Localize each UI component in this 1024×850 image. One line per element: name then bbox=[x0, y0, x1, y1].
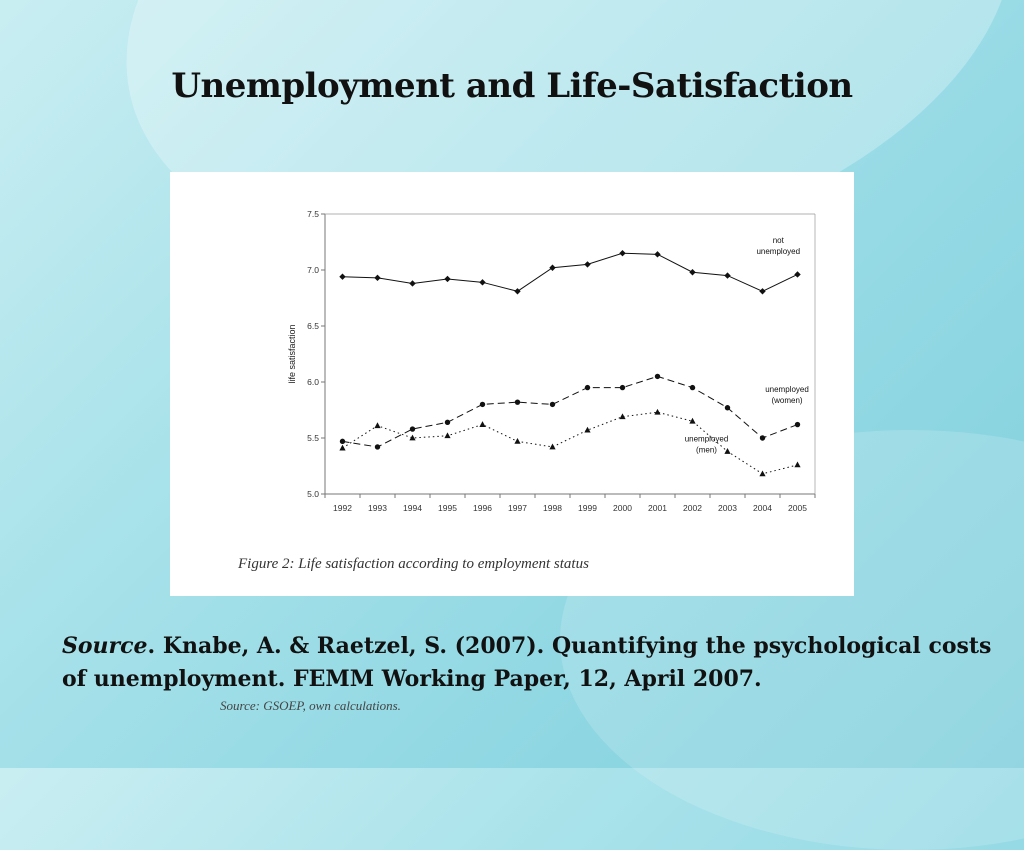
data-point bbox=[340, 439, 345, 444]
data-point bbox=[479, 279, 485, 285]
y-tick-label: 5.5 bbox=[307, 433, 319, 443]
citation-lead: Source bbox=[62, 633, 148, 659]
x-tick-label: 2000 bbox=[613, 503, 632, 513]
series-label-0: not bbox=[772, 236, 784, 246]
data-point bbox=[549, 444, 555, 450]
data-point bbox=[689, 269, 695, 275]
data-point bbox=[549, 265, 555, 271]
x-tick-label: 1994 bbox=[403, 503, 422, 513]
data-point bbox=[374, 275, 380, 281]
citation-body: . Knabe, A. & Raetzel, S. (2007). Quantifying the psychological costs of unemployment. FEMM Working Paper, 12, April 2007. bbox=[62, 633, 992, 692]
data-point bbox=[409, 435, 415, 441]
data-point bbox=[724, 272, 730, 278]
x-tick-label: 2001 bbox=[648, 503, 667, 513]
data-point bbox=[654, 409, 660, 415]
x-tick-label: 1999 bbox=[578, 503, 597, 513]
life-satisfaction-chart bbox=[170, 172, 854, 596]
data-point bbox=[515, 399, 520, 404]
x-tick-label: 2004 bbox=[753, 503, 772, 513]
series-label-1: (women) bbox=[771, 396, 803, 406]
data-point bbox=[759, 288, 765, 294]
data-point bbox=[619, 413, 625, 419]
data-point bbox=[375, 444, 380, 449]
series-label-1: unemployed bbox=[765, 385, 809, 395]
series-line-0 bbox=[343, 253, 798, 291]
x-tick-label: 1998 bbox=[543, 503, 562, 513]
citation-text bbox=[62, 630, 992, 696]
y-tick-label: 6.5 bbox=[307, 321, 319, 331]
data-point bbox=[585, 385, 590, 390]
data-point bbox=[339, 274, 345, 280]
x-tick-label: 2003 bbox=[718, 503, 737, 513]
series-line-2 bbox=[343, 412, 798, 474]
data-point bbox=[584, 261, 590, 267]
data-point bbox=[479, 421, 485, 427]
data-point bbox=[795, 422, 800, 427]
data-point bbox=[514, 288, 520, 294]
data-point bbox=[620, 385, 625, 390]
data-point bbox=[654, 251, 660, 257]
data-point bbox=[794, 461, 800, 467]
data-point bbox=[374, 422, 380, 428]
data-point bbox=[480, 402, 485, 407]
x-tick-label: 1996 bbox=[473, 503, 492, 513]
data-point bbox=[444, 276, 450, 282]
data-point bbox=[410, 426, 415, 431]
x-tick-label: 2002 bbox=[683, 503, 702, 513]
data-point bbox=[655, 374, 660, 379]
x-tick-label: 1995 bbox=[438, 503, 457, 513]
data-point bbox=[690, 385, 695, 390]
x-tick-label: 1992 bbox=[333, 503, 352, 513]
y-tick-label: 5.0 bbox=[307, 489, 319, 499]
y-tick-label: 6.0 bbox=[307, 377, 319, 387]
slide-title: Unemployment and Life-Satisfaction bbox=[171, 66, 853, 106]
figure-caption: Figure 2: Life satisfaction according to employment status bbox=[238, 556, 589, 572]
series-label-2: unemployed bbox=[684, 434, 729, 444]
data-point bbox=[339, 445, 345, 451]
data-point bbox=[409, 280, 415, 286]
data-point bbox=[759, 470, 765, 476]
data-point bbox=[514, 438, 520, 444]
data-point bbox=[619, 250, 625, 256]
y-axis-title: life satisfaction bbox=[287, 324, 297, 384]
y-tick-label: 7.5 bbox=[307, 209, 319, 219]
data-point bbox=[794, 271, 800, 277]
series-line-1 bbox=[343, 376, 798, 447]
data-point bbox=[445, 420, 450, 425]
figure-source-note: Source: GSOEP, own calculations. bbox=[220, 698, 401, 713]
x-tick-label: 1997 bbox=[508, 503, 527, 513]
series-label-2: (men) bbox=[696, 445, 717, 455]
data-point bbox=[725, 405, 730, 410]
x-tick-label: 2005 bbox=[788, 503, 807, 513]
y-tick-label: 7.0 bbox=[307, 265, 319, 275]
x-tick-label: 1993 bbox=[368, 503, 387, 513]
data-point bbox=[760, 435, 765, 440]
series-label-0: unemployed bbox=[756, 247, 801, 257]
data-point bbox=[444, 432, 450, 438]
data-point bbox=[550, 402, 555, 407]
